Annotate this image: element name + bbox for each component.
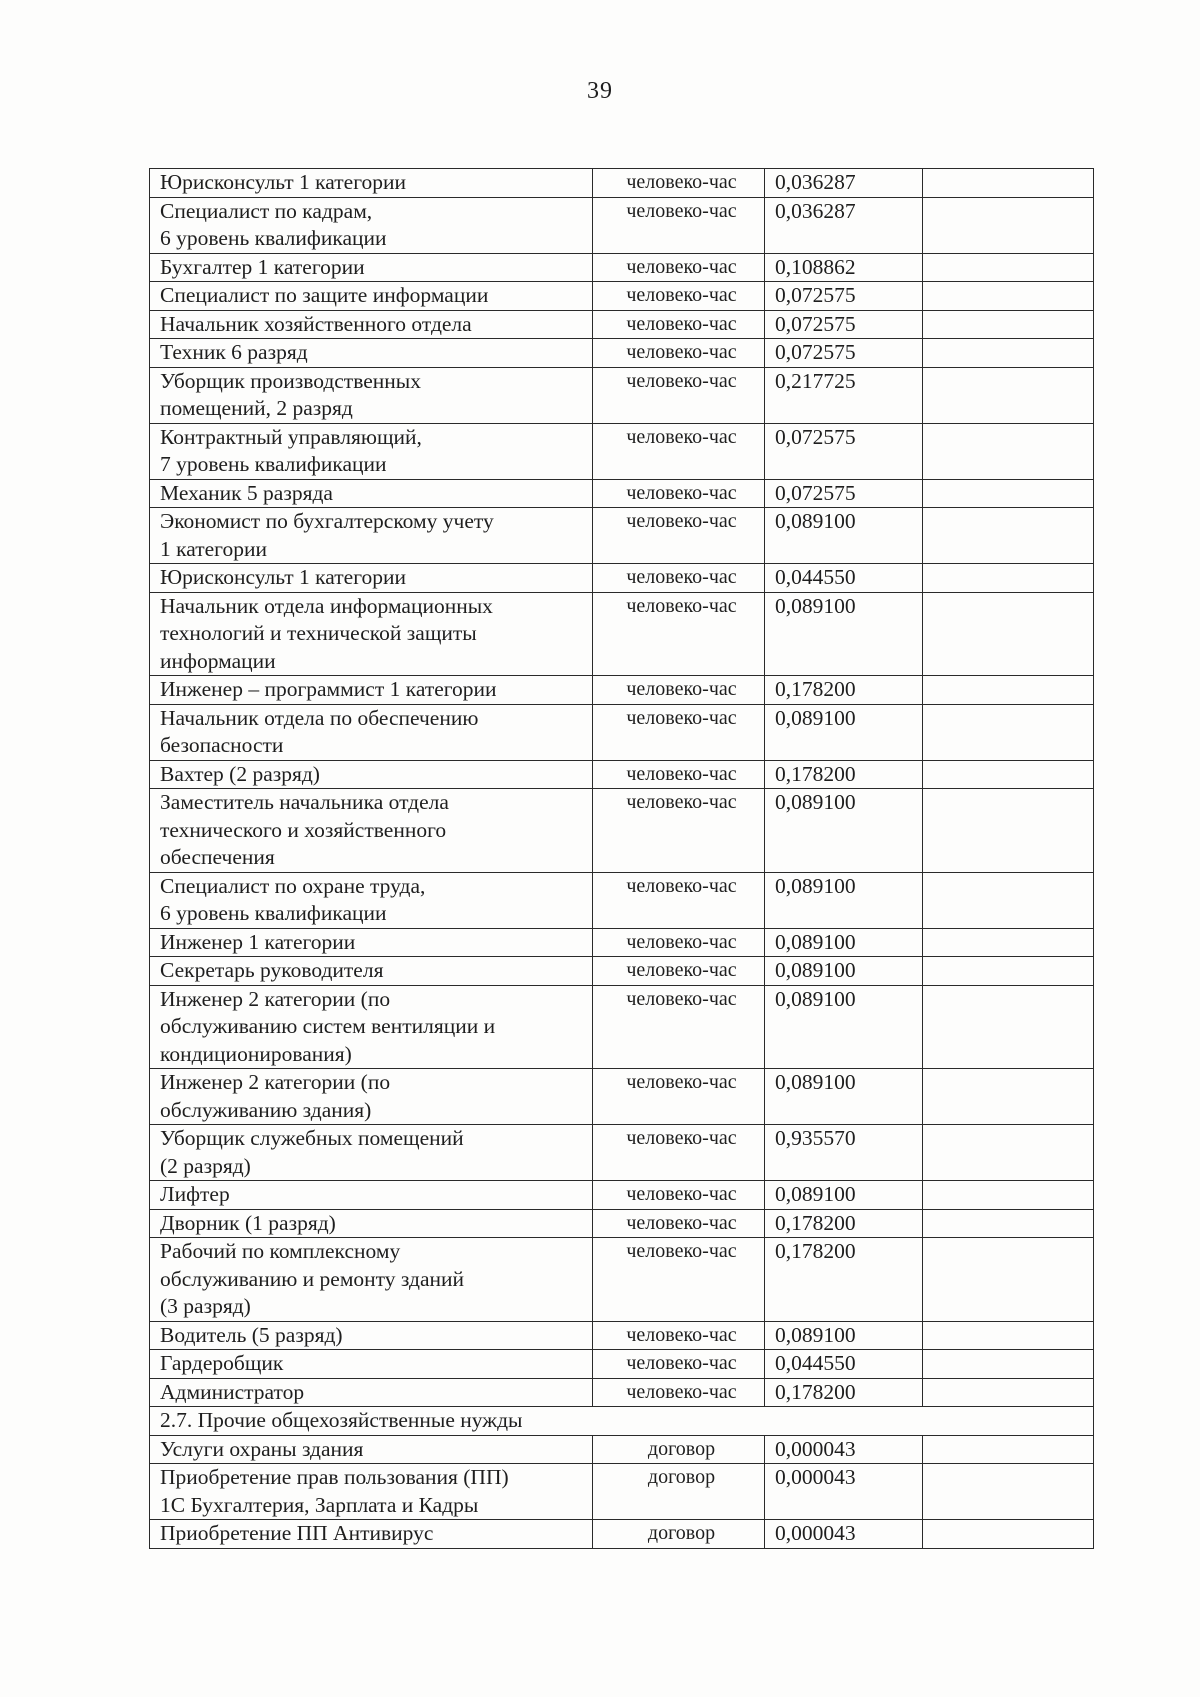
table-row <box>150 282 1094 311</box>
position-name-line: Администратор <box>160 1379 305 1404</box>
unit-cell: договор <box>593 1435 765 1464</box>
position-cell <box>150 789 593 873</box>
table-row <box>150 1464 1094 1520</box>
empty-cell <box>923 592 1094 676</box>
position-name-line: Инженер 2 категории (по <box>160 986 391 1011</box>
table-row <box>150 985 1094 1069</box>
unit-cell: человеко-час <box>593 1181 765 1210</box>
empty-cell <box>923 1125 1094 1181</box>
empty-cell <box>923 1378 1094 1407</box>
empty-cell <box>923 1350 1094 1379</box>
position-cell <box>150 1209 593 1238</box>
position-name-line: Приобретение ПП Антивирус <box>160 1521 434 1545</box>
table-row <box>150 676 1094 705</box>
table-row <box>150 1435 1094 1464</box>
table-row <box>150 1181 1094 1210</box>
unit-cell: человеко-час <box>593 1209 765 1238</box>
unit-cell: человеко-час <box>593 1125 765 1181</box>
value-cell: 0,089100 <box>765 1069 923 1125</box>
empty-cell <box>923 872 1094 928</box>
unit-cell: человеко-час <box>593 1350 765 1379</box>
table-row <box>150 423 1094 479</box>
empty-cell <box>923 760 1094 789</box>
value-cell: 0,178200 <box>765 760 923 789</box>
value-cell: 0,036287 <box>765 169 923 198</box>
empty-cell <box>923 339 1094 368</box>
position-cell <box>150 1181 593 1210</box>
unit-cell: человеко-час <box>593 985 765 1069</box>
table-row <box>150 1520 1094 1549</box>
table-row <box>150 197 1094 253</box>
value-cell: 0,935570 <box>765 1125 923 1181</box>
position-cell <box>150 928 593 957</box>
value-cell: 0,089100 <box>765 872 923 928</box>
value-cell: 0,089100 <box>765 928 923 957</box>
table-row <box>150 310 1094 339</box>
position-name-line: 6 уровень квалификации <box>160 901 387 925</box>
position-name-line: Специалист по защите информации <box>160 283 489 307</box>
empty-cell <box>923 1464 1094 1520</box>
norms-table <box>149 168 1094 1549</box>
position-name-line: Водитель (5 разряд) <box>160 1322 343 1347</box>
position-cell <box>150 704 593 760</box>
position-name-line: Юрисконсульт 1 категории <box>160 170 407 194</box>
table-row <box>150 367 1094 423</box>
unit-cell: человеко-час <box>593 282 765 311</box>
unit-cell: человеко-час <box>593 592 765 676</box>
position-name-line: Уборщик служебных помещений <box>160 1126 464 1150</box>
position-name-line: помещений, 2 разряд <box>160 396 353 420</box>
position-name-line: информации <box>160 648 276 673</box>
position-cell <box>150 1350 593 1379</box>
value-cell: 0,072575 <box>765 310 923 339</box>
value-cell: 0,000043 <box>765 1464 923 1520</box>
position-cell <box>150 423 593 479</box>
page-number: 39 <box>587 78 613 104</box>
table-row <box>150 169 1094 198</box>
table-row <box>150 1125 1094 1181</box>
empty-cell <box>923 1435 1094 1464</box>
position-name-line: Лифтер <box>160 1182 230 1206</box>
empty-cell <box>923 928 1094 957</box>
empty-cell <box>923 479 1094 508</box>
unit-cell: человеко-час <box>593 310 765 339</box>
value-cell: 0,072575 <box>765 479 923 508</box>
position-name-line: обслуживанию систем вентиляции и <box>160 1014 496 1038</box>
position-name-line: Бухгалтер 1 категории <box>160 254 365 279</box>
position-cell <box>150 985 593 1069</box>
position-cell <box>150 760 593 789</box>
position-name-line: Инженер 1 категории <box>160 929 356 954</box>
position-cell <box>150 957 593 986</box>
position-name-line: обслуживанию здания) <box>160 1097 372 1122</box>
table-row <box>150 1378 1094 1407</box>
empty-cell <box>923 367 1094 423</box>
position-cell <box>150 310 593 339</box>
table-row <box>150 789 1094 873</box>
empty-cell <box>923 1238 1094 1322</box>
norms-table-body <box>150 169 1094 1549</box>
empty-cell <box>923 1321 1094 1350</box>
position-cell <box>150 1321 593 1350</box>
unit-cell: человеко-час <box>593 1238 765 1322</box>
position-name-line: 6 уровень квалификации <box>160 226 387 250</box>
unit-cell: человеко-час <box>593 928 765 957</box>
empty-cell <box>923 508 1094 564</box>
position-name-line: Техник 6 разряд <box>160 340 308 364</box>
position-name-line: Приобретение прав пользования (ПП) <box>160 1465 509 1489</box>
position-cell <box>150 1378 593 1407</box>
section-row <box>150 1407 1094 1436</box>
table-row <box>150 592 1094 676</box>
position-name-line: Уборщик производственных <box>160 368 421 393</box>
unit-cell: человеко-час <box>593 197 765 253</box>
unit-cell: человеко-час <box>593 339 765 368</box>
value-cell: 0,089100 <box>765 1321 923 1350</box>
unit-cell: человеко-час <box>593 1069 765 1125</box>
position-cell <box>150 564 593 593</box>
position-name-line: Начальник хозяйственного отдела <box>160 311 472 336</box>
position-name-line: (2 разряд) <box>160 1153 251 1178</box>
position-name-line: безопасности <box>160 733 284 757</box>
position-name-line: Вахтер (2 разряд) <box>160 761 320 786</box>
value-cell: 0,089100 <box>765 592 923 676</box>
position-name-line: Инженер – программист 1 категории <box>160 677 497 701</box>
position-cell <box>150 253 593 282</box>
table-row <box>150 872 1094 928</box>
value-cell: 0,072575 <box>765 339 923 368</box>
value-cell: 0,044550 <box>765 1350 923 1379</box>
position-name-line: Юрисконсульт 1 категории <box>160 565 407 589</box>
table-row <box>150 1321 1094 1350</box>
position-name-line: технического и хозяйственного <box>160 817 447 842</box>
value-cell: 0,217725 <box>765 367 923 423</box>
value-cell: 0,072575 <box>765 423 923 479</box>
unit-cell: договор <box>593 1464 765 1520</box>
empty-cell <box>923 1069 1094 1125</box>
value-cell: 0,178200 <box>765 676 923 705</box>
unit-cell: человеко-час <box>593 1321 765 1350</box>
unit-cell: человеко-час <box>593 253 765 282</box>
unit-cell: договор <box>593 1520 765 1549</box>
position-name-line: Услуги охраны здания <box>160 1436 364 1461</box>
position-name-line: обеспечения <box>160 845 275 869</box>
value-cell: 0,036287 <box>765 197 923 253</box>
empty-cell <box>923 310 1094 339</box>
empty-cell <box>923 169 1094 198</box>
unit-cell: человеко-час <box>593 789 765 873</box>
position-cell <box>150 479 593 508</box>
position-name-line: технологий и технической защиты <box>160 621 477 645</box>
empty-cell <box>923 676 1094 705</box>
empty-cell <box>923 704 1094 760</box>
position-name-line: Механик 5 разряда <box>160 480 333 505</box>
position-name-line: (3 разряд) <box>160 1294 251 1318</box>
table-row <box>150 339 1094 368</box>
position-cell <box>150 1125 593 1181</box>
unit-cell: человеко-час <box>593 423 765 479</box>
position-cell <box>150 1520 593 1549</box>
unit-cell: человеко-час <box>593 508 765 564</box>
empty-cell <box>923 957 1094 986</box>
value-cell: 0,000043 <box>765 1435 923 1464</box>
position-name-line: Дворник (1 разряд) <box>160 1210 336 1235</box>
value-cell: 0,178200 <box>765 1209 923 1238</box>
position-name-line: Начальник отдела информационных <box>160 593 493 618</box>
position-cell <box>150 1435 593 1464</box>
position-name-line: Заместитель начальника отдела <box>160 790 449 814</box>
empty-cell <box>923 985 1094 1069</box>
position-name-line: 1С Бухгалтерия, Зарплата и Кадры <box>160 1492 479 1517</box>
position-name-line: 1 категории <box>160 536 267 561</box>
position-cell <box>150 1238 593 1322</box>
position-name-line: Специалист по охране труда, <box>160 873 426 898</box>
empty-cell <box>923 253 1094 282</box>
position-cell <box>150 339 593 368</box>
empty-cell <box>923 1209 1094 1238</box>
position-cell <box>150 676 593 705</box>
unit-cell: человеко-час <box>593 872 765 928</box>
table-row <box>150 760 1094 789</box>
unit-cell: человеко-час <box>593 169 765 198</box>
empty-cell <box>923 197 1094 253</box>
position-name-line: кондиционирования) <box>160 1041 352 1066</box>
position-name-line: Инженер 2 категории (по <box>160 1070 391 1094</box>
empty-cell <box>923 1181 1094 1210</box>
value-cell: 0,089100 <box>765 957 923 986</box>
position-cell <box>150 592 593 676</box>
unit-cell: человеко-час <box>593 1378 765 1407</box>
table-row <box>150 508 1094 564</box>
position-cell <box>150 872 593 928</box>
position-name-line: Начальник отдела по обеспечению <box>160 705 479 730</box>
value-cell: 0,089100 <box>765 985 923 1069</box>
position-name-line: Рабочий по комплексному <box>160 1239 401 1263</box>
value-cell: 0,089100 <box>765 1181 923 1210</box>
value-cell: 0,089100 <box>765 789 923 873</box>
unit-cell: человеко-час <box>593 957 765 986</box>
table-row <box>150 1069 1094 1125</box>
position-name-line: Секретарь руководителя <box>160 958 384 982</box>
unit-cell: человеко-час <box>593 367 765 423</box>
value-cell: 0,000043 <box>765 1520 923 1549</box>
unit-cell: человеко-час <box>593 760 765 789</box>
unit-cell: человеко-час <box>593 676 765 705</box>
position-name-line: 7 уровень квалификации <box>160 452 387 476</box>
unit-cell: человеко-час <box>593 564 765 593</box>
position-cell <box>150 1464 593 1520</box>
empty-cell <box>923 1520 1094 1549</box>
value-cell: 0,178200 <box>765 1378 923 1407</box>
value-cell: 0,089100 <box>765 508 923 564</box>
table-row <box>150 704 1094 760</box>
unit-cell: человеко-час <box>593 479 765 508</box>
position-cell <box>150 1069 593 1125</box>
position-cell <box>150 367 593 423</box>
table-row <box>150 479 1094 508</box>
position-name-line: Специалист по кадрам, <box>160 198 373 223</box>
position-name-line: Гардеробщик <box>160 1351 284 1375</box>
value-cell: 0,108862 <box>765 253 923 282</box>
empty-cell <box>923 282 1094 311</box>
position-cell <box>150 197 593 253</box>
position-cell <box>150 169 593 198</box>
table-row <box>150 928 1094 957</box>
section-title: 2.7. Прочие общехозяйственные нужды <box>150 1407 1094 1436</box>
empty-cell <box>923 564 1094 593</box>
table-row <box>150 1209 1094 1238</box>
position-cell <box>150 282 593 311</box>
value-cell: 0,072575 <box>765 282 923 311</box>
position-name-line: Контрактный управляющий, <box>160 424 422 449</box>
position-name-line: Экономист по бухгалтерскому учету <box>160 509 494 533</box>
unit-cell: человеко-час <box>593 704 765 760</box>
position-name-line: обслуживанию и ремонту зданий <box>160 1266 465 1291</box>
value-cell: 0,178200 <box>765 1238 923 1322</box>
table-row <box>150 253 1094 282</box>
table-row <box>150 1238 1094 1322</box>
table-row <box>150 1350 1094 1379</box>
value-cell: 0,089100 <box>765 704 923 760</box>
empty-cell <box>923 789 1094 873</box>
table-row <box>150 957 1094 986</box>
position-cell <box>150 508 593 564</box>
value-cell: 0,044550 <box>765 564 923 593</box>
empty-cell <box>923 423 1094 479</box>
table-row <box>150 564 1094 593</box>
